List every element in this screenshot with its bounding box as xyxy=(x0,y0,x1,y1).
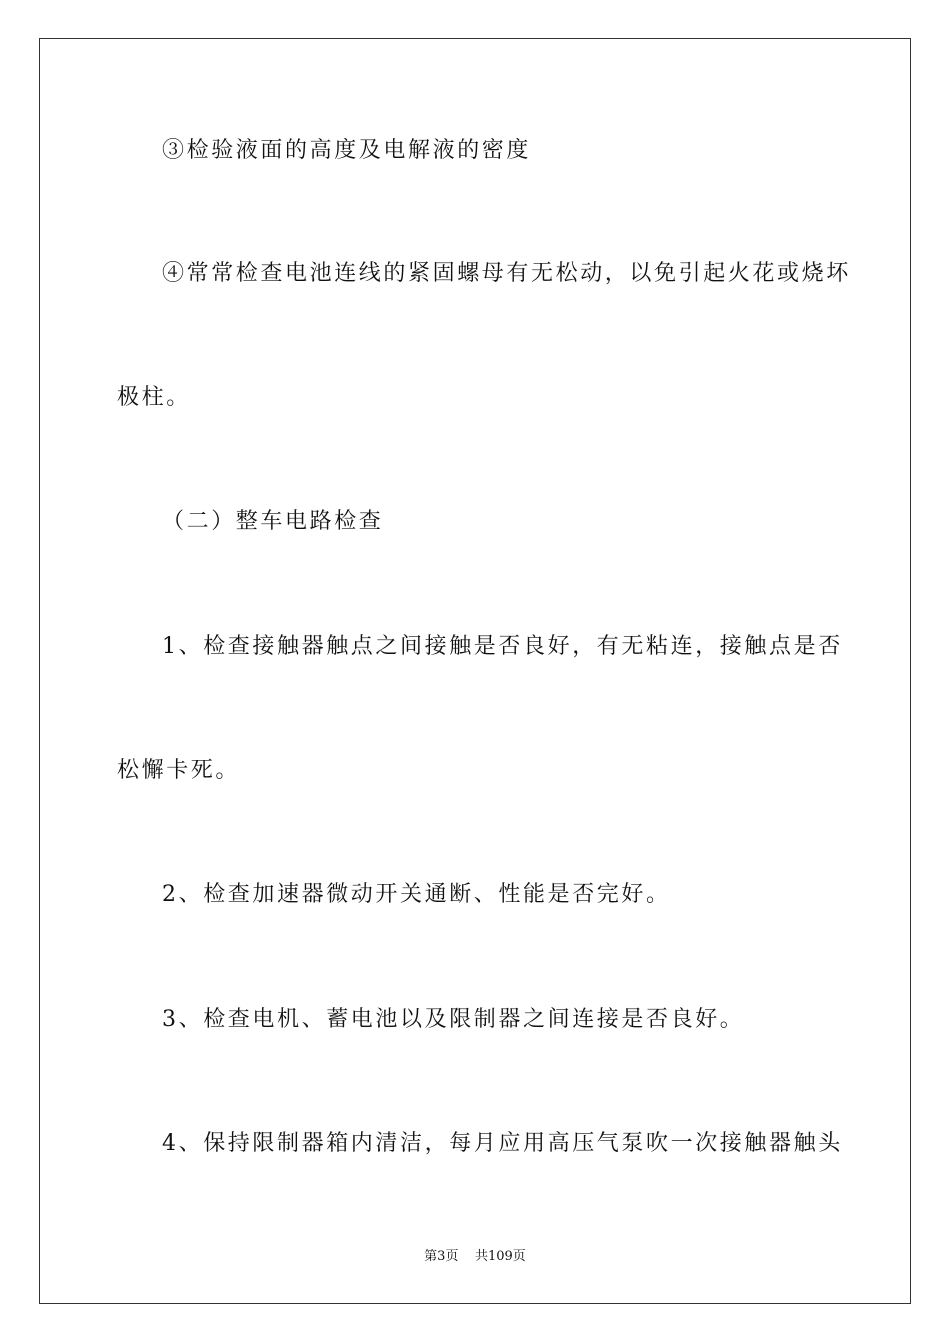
text-line-1: ③检验液面的高度及电解液的密度 xyxy=(162,138,532,163)
text-line-7: 2、检查加速器微动开关通断、性能是否完好。 xyxy=(162,882,671,907)
total-pages: 共109页 xyxy=(474,1249,526,1264)
text-line-3: 极柱。 xyxy=(117,385,191,410)
text-line-9: 4、保持限制器箱内清洁，每月应用高压气泵吹一次接触器触头 xyxy=(162,1131,843,1156)
text-line-6: 松懈卡死。 xyxy=(117,758,241,783)
section-heading: （二）整车电路检查 xyxy=(162,509,384,534)
page-footer xyxy=(0,1248,950,1266)
text-line-5: 1、检查接触器触点之间接触是否良好，有无粘连，接触点是否 xyxy=(162,634,843,659)
text-line-8: 3、检查电机、蓄电池以及限制器之间连接是否良好。 xyxy=(162,1007,745,1032)
page-number: 第3页 xyxy=(424,1249,459,1264)
page-border xyxy=(39,38,911,1304)
text-line-2: ④常常检查电池连线的紧固螺母有无松动，以免引起火花或烧坏 xyxy=(162,261,851,286)
